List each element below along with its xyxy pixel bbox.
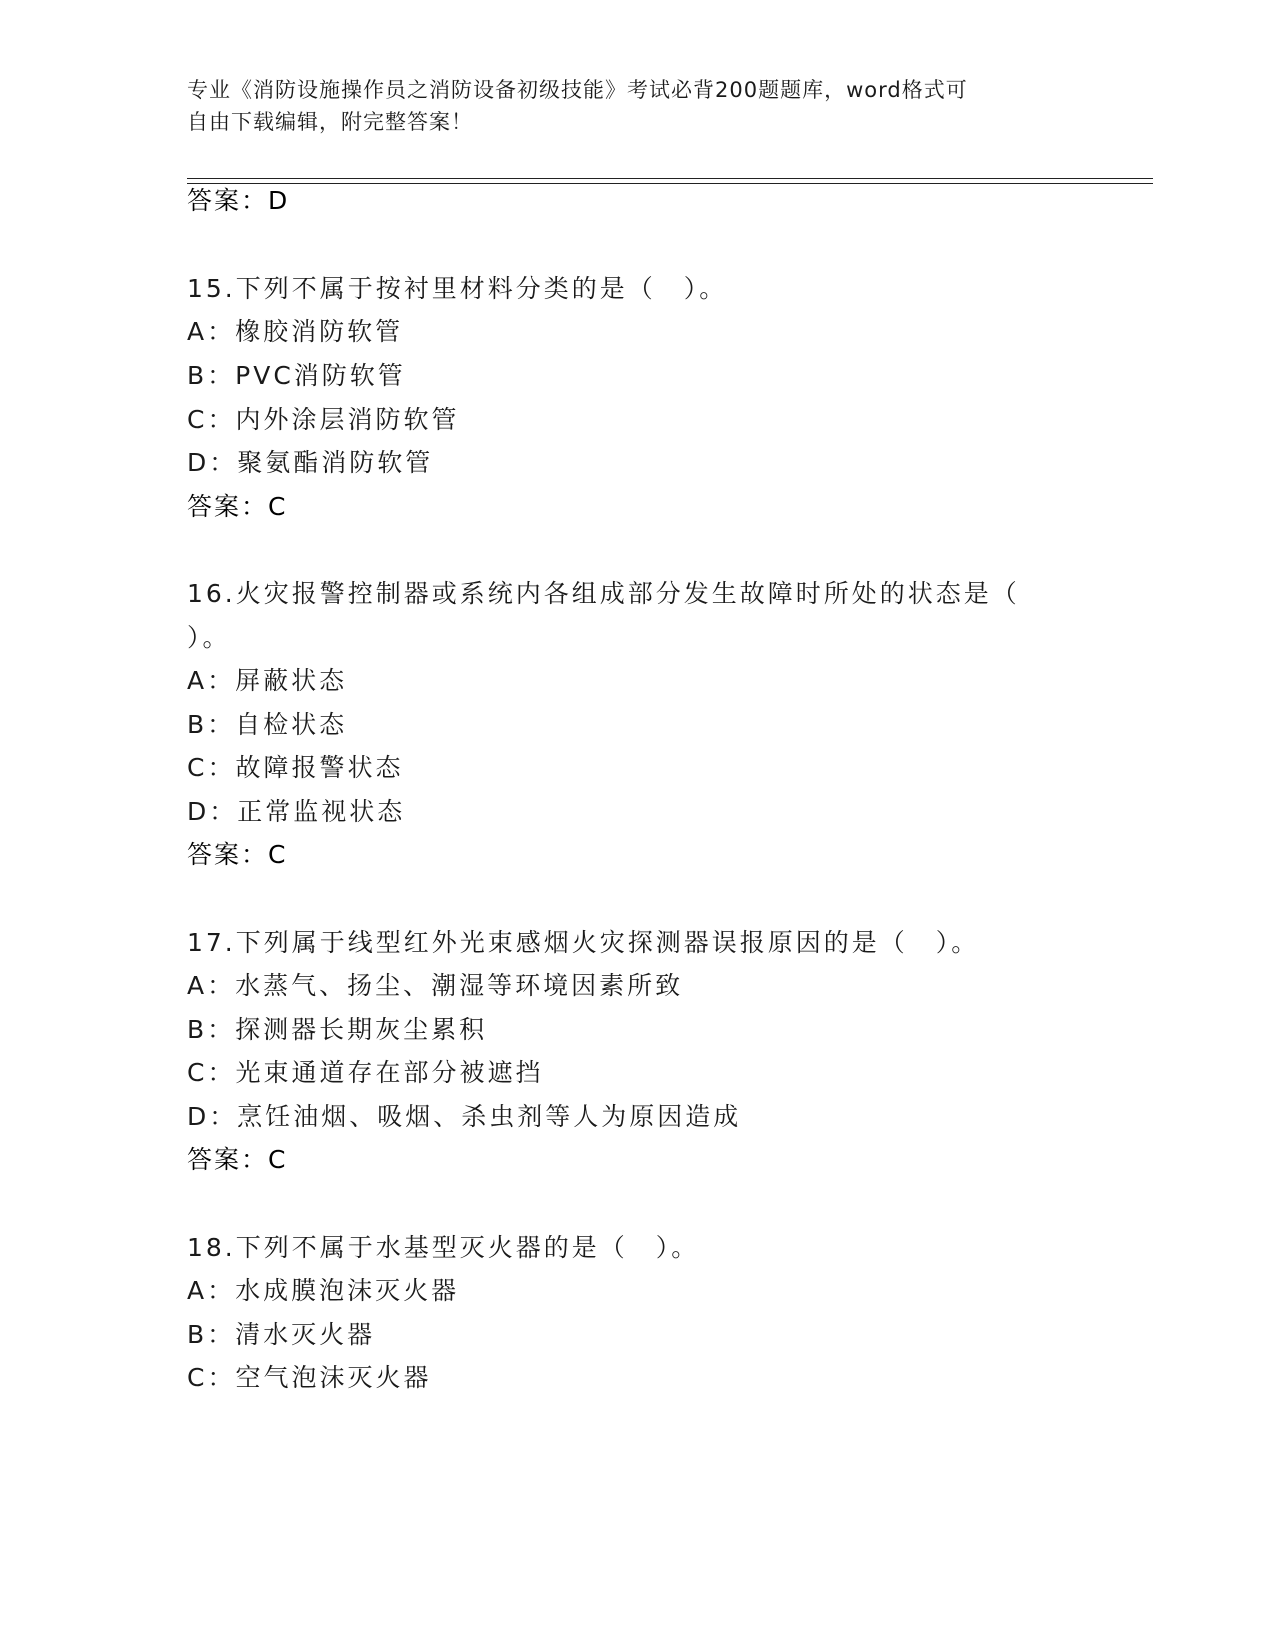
question-18-option-a: A：水成膜泡沫灭火器 [187, 1276, 460, 1305]
question-16-option-a: A：屏蔽状态 [187, 666, 348, 695]
question-15-option-d: D：聚氨酯消防软管 [187, 448, 434, 477]
answer-15: 答案：C [187, 492, 288, 521]
question-18-option-b: B：清水灭火器 [187, 1320, 376, 1349]
document-header [187, 74, 1067, 138]
question-15-option-a: A：橡胶消防软管 [187, 317, 404, 346]
question-17-option-a: A：水蒸气、扬尘、潮湿等环境因素所致 [187, 971, 684, 1000]
question-18-stem: 18.下列不属于水基型灭火器的是（ ）。 [187, 1233, 700, 1262]
header-divider-top [187, 178, 1153, 179]
header-line-2: 自由下载编辑，附完整答案！ [187, 110, 473, 134]
question-16-option-c: C：故障报警状态 [187, 753, 404, 782]
question-18-option-c: C：空气泡沫灭火器 [187, 1363, 432, 1392]
question-15-stem: 15.下列不属于按衬里材料分类的是（ ）。 [187, 274, 728, 303]
question-17-option-b: B：探测器长期灰尘累积 [187, 1015, 488, 1044]
header-divider-bottom [187, 183, 1153, 184]
header-line-1: 专业《消防设施操作员之消防设备初级技能》考试必背200题题库，word格式可 [187, 78, 968, 102]
question-17-option-d: D：烹饪油烟、吸烟、杀虫剂等人为原因造成 [187, 1102, 742, 1131]
question-15-option-b: B：PVC消防软管 [187, 361, 406, 390]
question-16-stem-line-2: ）。 [187, 623, 231, 652]
question-17-stem: 17.下列属于线型红外光束感烟火灾探测器误报原因的是（ ）。 [187, 928, 980, 957]
answer-16: 答案：C [187, 840, 288, 869]
question-15-option-c: C：内外涂层消防软管 [187, 405, 460, 434]
answer-prev: 答案：D [187, 186, 290, 215]
answer-17: 答案：C [187, 1145, 288, 1174]
question-16-option-b: B：自检状态 [187, 710, 348, 739]
question-16-stem-line-1: 16.火灾报警控制器或系统内各组成部分发生故障时所处的状态是（ [187, 579, 1020, 608]
question-16-option-d: D：正常监视状态 [187, 797, 406, 826]
question-17-option-c: C：光束通道存在部分被遮挡 [187, 1058, 544, 1087]
